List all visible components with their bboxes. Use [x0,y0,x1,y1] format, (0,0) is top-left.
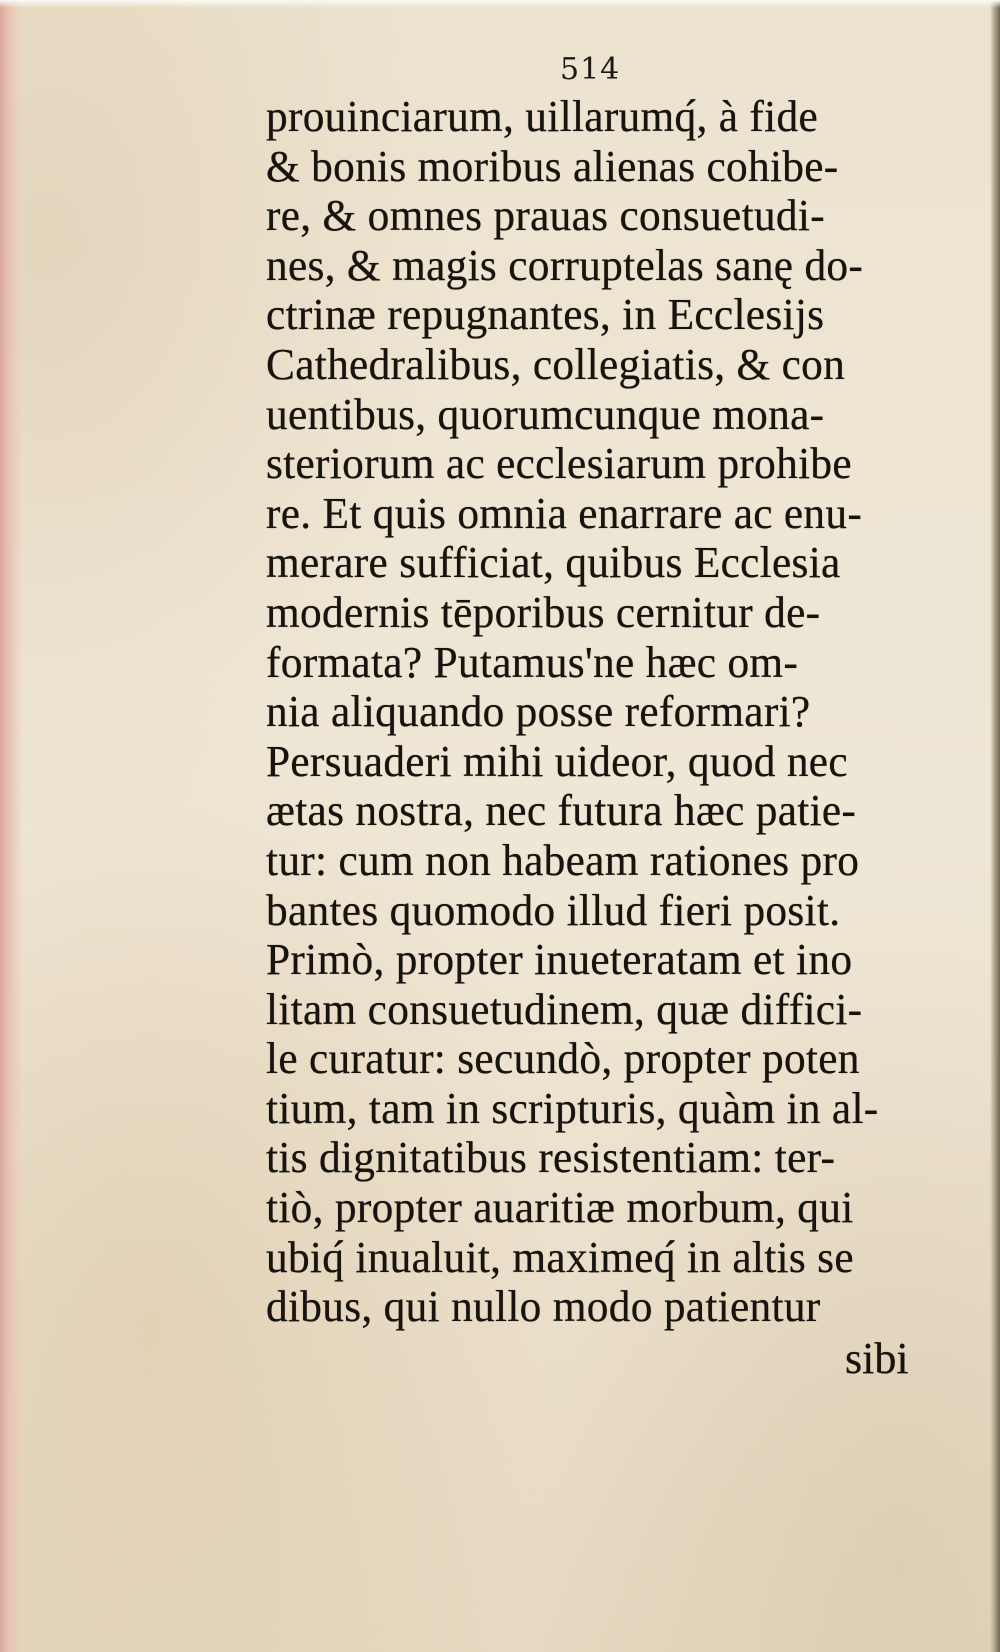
catchword: sibi [845,1334,909,1383]
text-line: & bonis moribus alienas cohibe- [266,141,839,191]
text-line: re. Et quis omnia enarrare ac enu- [266,488,863,538]
text-line: bantes quomodo illud fieri posit. [266,885,841,935]
text-line: uentibus, quorumcunque mona- [266,389,825,439]
text-line: nia aliquando posse reformari? [266,687,811,737]
text-line: ctrinæ repugnantes, in Ecclesijs [266,290,825,340]
text-line: le curatur: secundò, propter poten [266,1034,860,1084]
text-line: dibus, qui nullo modo patientur [266,1282,821,1332]
text-line: tur: cum non habeam rationes pro [266,835,860,885]
text-line: ubiq́ inualuit, maximeq́ in altis se [266,1232,854,1282]
text-line: Persuaderi mihi uideor, quod nec [266,736,848,786]
page-top-edge [0,0,1000,8]
text-line: Primò, propter inueteratam et ino [266,935,853,985]
text-line: re, & omnes prauas consuetudi- [266,191,825,241]
text-line: Cathedralibus, collegiatis, & con [266,339,846,389]
text-line: modernis tēporibus cernitur de- [266,587,821,637]
text-block [266,92,936,1332]
text-line: prouinciarum, uillarumq́, à fide [266,92,818,141]
text-line: tiò, propter auaritiæ morbum, qui [266,1183,854,1233]
text-line: formata? Putamus'ne hæc om- [266,637,799,687]
page-right-edge [990,0,1000,1652]
text-line: merare sufficiat, quibus Ecclesia [266,538,841,588]
text-line: steriorum ac ecclesiarum prohibe [266,439,852,489]
text-line: tium, tam in scripturis, quàm in al- [266,1083,879,1133]
page-number: 514 [560,52,621,87]
text-line: ætas nostra, nec futura hæc patie- [266,786,857,836]
text-line: litam consuetudinem, quæ diffici- [266,984,863,1034]
text-line: tis dignitatibus resistentiam: ter- [266,1133,836,1183]
text-line: nes, & magis corruptelas sanę do- [266,240,864,290]
page-left-edge [0,0,22,1652]
